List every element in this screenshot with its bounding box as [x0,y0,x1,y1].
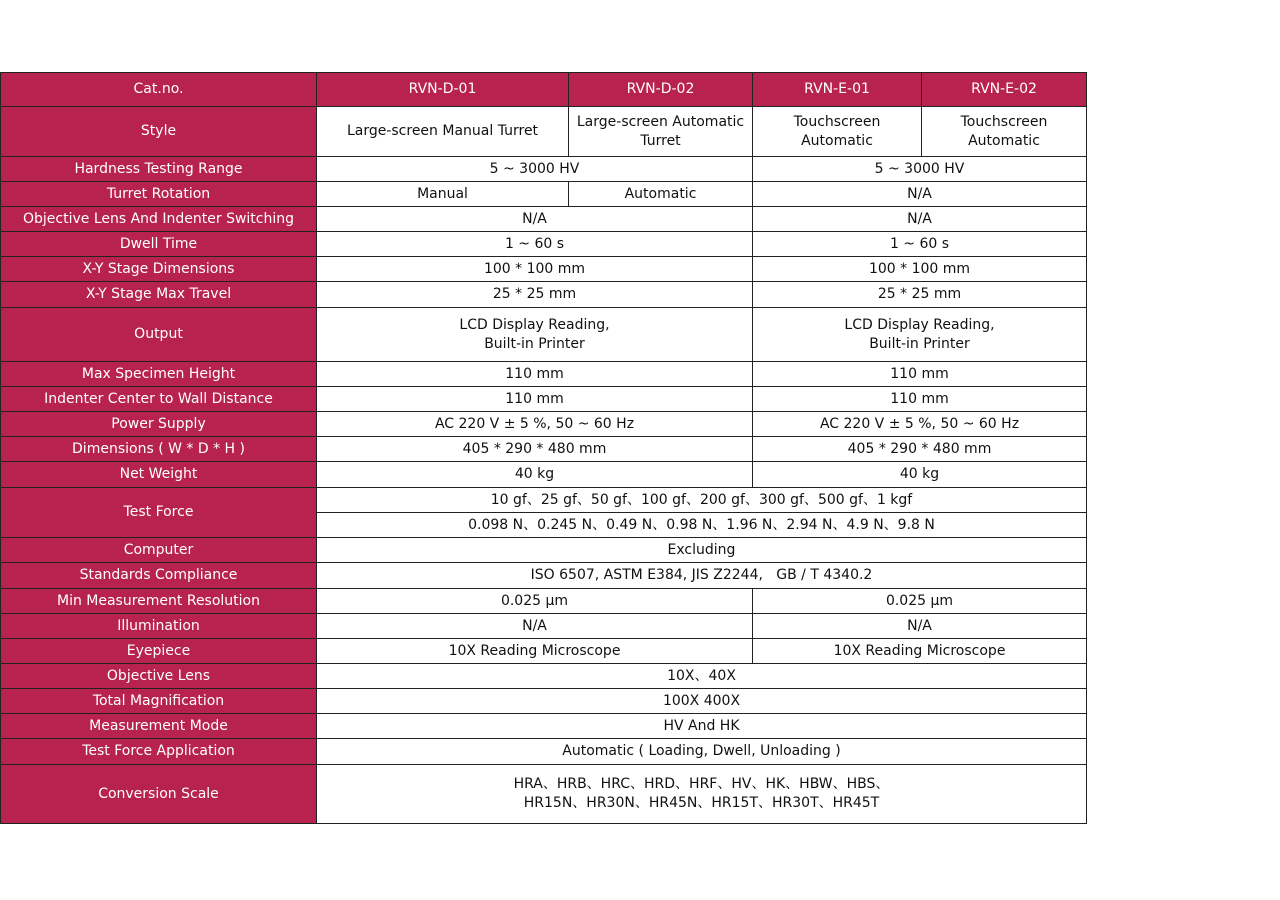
row-objective-switching [1,207,1087,232]
row-label: Test Force Application [1,739,317,765]
cell-e-series: 110 mm [753,387,1087,412]
row-label: Objective Lens And Indenter Switching [1,207,317,232]
row-label: Style [1,107,317,157]
row-hardness-range [1,157,1087,182]
cell-e-series: 25 * 25 mm [753,282,1087,308]
row-dwell-time [1,232,1087,257]
header-row [1,73,1087,107]
cell-e-series: 1 ~ 60 s [753,232,1087,257]
cell-d-series: 405 * 290 * 480 mm [317,437,753,462]
row-label: Conversion Scale [1,765,317,824]
header-rvn-d-01: RVN-D-01 [317,73,569,107]
cell-d-series: 100 * 100 mm [317,257,753,282]
cell-d01: Manual [317,182,569,207]
cell-e-series [753,308,1087,362]
row-label: X-Y Stage Dimensions [1,257,317,282]
row-illumination [1,614,1087,639]
row-measurement-mode [1,714,1087,739]
cell-e01: Touchscreen Automatic [753,107,922,157]
spec-table [0,72,1087,824]
cell-d-series: N/A [317,207,753,232]
row-total-magnification [1,689,1087,714]
output-line-1: LCD Display Reading, [459,316,610,333]
cell-d-series: AC 220 V ± 5 %, 50 ~ 60 Hz [317,412,753,437]
row-label: Net Weight [1,462,317,488]
row-eyepiece [1,639,1087,664]
row-label: Hardness Testing Range [1,157,317,182]
row-label: Measurement Mode [1,714,317,739]
row-force-application [1,739,1087,765]
row-label: Eyepiece [1,639,317,664]
header-rvn-e-01: RVN-E-01 [753,73,922,107]
cell-d-series: 40 kg [317,462,753,488]
row-label: X-Y Stage Max Travel [1,282,317,308]
cell-e-series: N/A [753,207,1087,232]
cell-e-series: 405 * 290 * 480 mm [753,437,1087,462]
row-label: Computer [1,538,317,563]
conversion-line-1: HRA、HRB、HRC、HRD、HRF、HV、HK、HBW、HBS、 [513,776,890,792]
row-label: Dimensions ( W * D * H ) [1,437,317,462]
cell-all: Excluding [317,538,1087,563]
row-resolution [1,589,1087,614]
cell-d-series: 0.025 μm [317,589,753,614]
row-label: Illumination [1,614,317,639]
row-test-force [1,488,1087,513]
cell-e-series: AC 220 V ± 5 %, 50 ~ 60 Hz [753,412,1087,437]
cell-d-series: 110 mm [317,387,753,412]
cell-e-series: N/A [753,614,1087,639]
row-label: Standards Compliance [1,563,317,589]
cell-d02: Automatic [569,182,753,207]
cell-all: ISO 6507, ASTM E384, JIS Z2244, GB / T 4340.2 [317,563,1087,589]
cell-all [317,765,1087,824]
cell-all: Automatic ( Loading, Dwell, Unloading ) [317,739,1087,765]
row-dimensions [1,437,1087,462]
output-line-2: Built-in Printer [869,335,970,352]
row-label: Output [1,308,317,362]
row-label: Max Specimen Height [1,362,317,387]
header-catno: Cat.no. [1,73,317,107]
row-stage-dimensions [1,257,1087,282]
cell-e-series: N/A [753,182,1087,207]
cell-all: HV And HK [317,714,1087,739]
row-objective-lens [1,664,1087,689]
row-max-height [1,362,1087,387]
conversion-line-2: HR15N、HR30N、HR45N、HR15T、HR30T、HR45T [523,795,880,811]
cell-all: 10X、40X [317,664,1087,689]
row-turret-rotation [1,182,1087,207]
cell-d-series: 1 ~ 60 s [317,232,753,257]
row-label: Indenter Center to Wall Distance [1,387,317,412]
row-label: Total Magnification [1,689,317,714]
cell-d-series: 25 * 25 mm [317,282,753,308]
cell-d-series: 10X Reading Microscope [317,639,753,664]
row-output [1,308,1087,362]
cell-e02: Touchscreen Automatic [922,107,1087,157]
header-rvn-d-02: RVN-D-02 [569,73,753,107]
row-stage-travel [1,282,1087,308]
row-computer [1,538,1087,563]
row-label: Turret Rotation [1,182,317,207]
header-rvn-e-02: RVN-E-02 [922,73,1087,107]
row-net-weight [1,462,1087,488]
row-label: Test Force [1,488,317,538]
cell-test-force-n: 0.098 N、0.245 N、0.49 N、0.98 N、1.96 N、2.94 N、4.9 N、9.8 N [317,513,1087,538]
row-power-supply [1,412,1087,437]
row-label: Min Measurement Resolution [1,589,317,614]
cell-e-series: 100 * 100 mm [753,257,1087,282]
cell-all: 100X 400X [317,689,1087,714]
row-label: Power Supply [1,412,317,437]
cell-d02: Large-screen Automatic Turret [569,107,753,157]
cell-e-series: 40 kg [753,462,1087,488]
row-label: Dwell Time [1,232,317,257]
cell-e-series: 110 mm [753,362,1087,387]
cell-d-series: 5 ~ 3000 HV [317,157,753,182]
row-indenter-wall [1,387,1087,412]
cell-e-series: 0.025 μm [753,589,1087,614]
row-style [1,107,1087,157]
cell-d01: Large-screen Manual Turret [317,107,569,157]
cell-e-series: 5 ~ 3000 HV [753,157,1087,182]
cell-d-series: 110 mm [317,362,753,387]
row-label: Objective Lens [1,664,317,689]
cell-d-series [317,308,753,362]
output-line-2: Built-in Printer [484,335,585,352]
cell-d-series: N/A [317,614,753,639]
row-standards [1,563,1087,589]
cell-test-force-gf: 10 gf、25 gf、50 gf、100 gf、200 gf、300 gf、500 gf、1 kgf [317,488,1087,513]
output-line-1: LCD Display Reading, [844,316,995,333]
cell-e-series: 10X Reading Microscope [753,639,1087,664]
row-conversion-scale [1,765,1087,824]
